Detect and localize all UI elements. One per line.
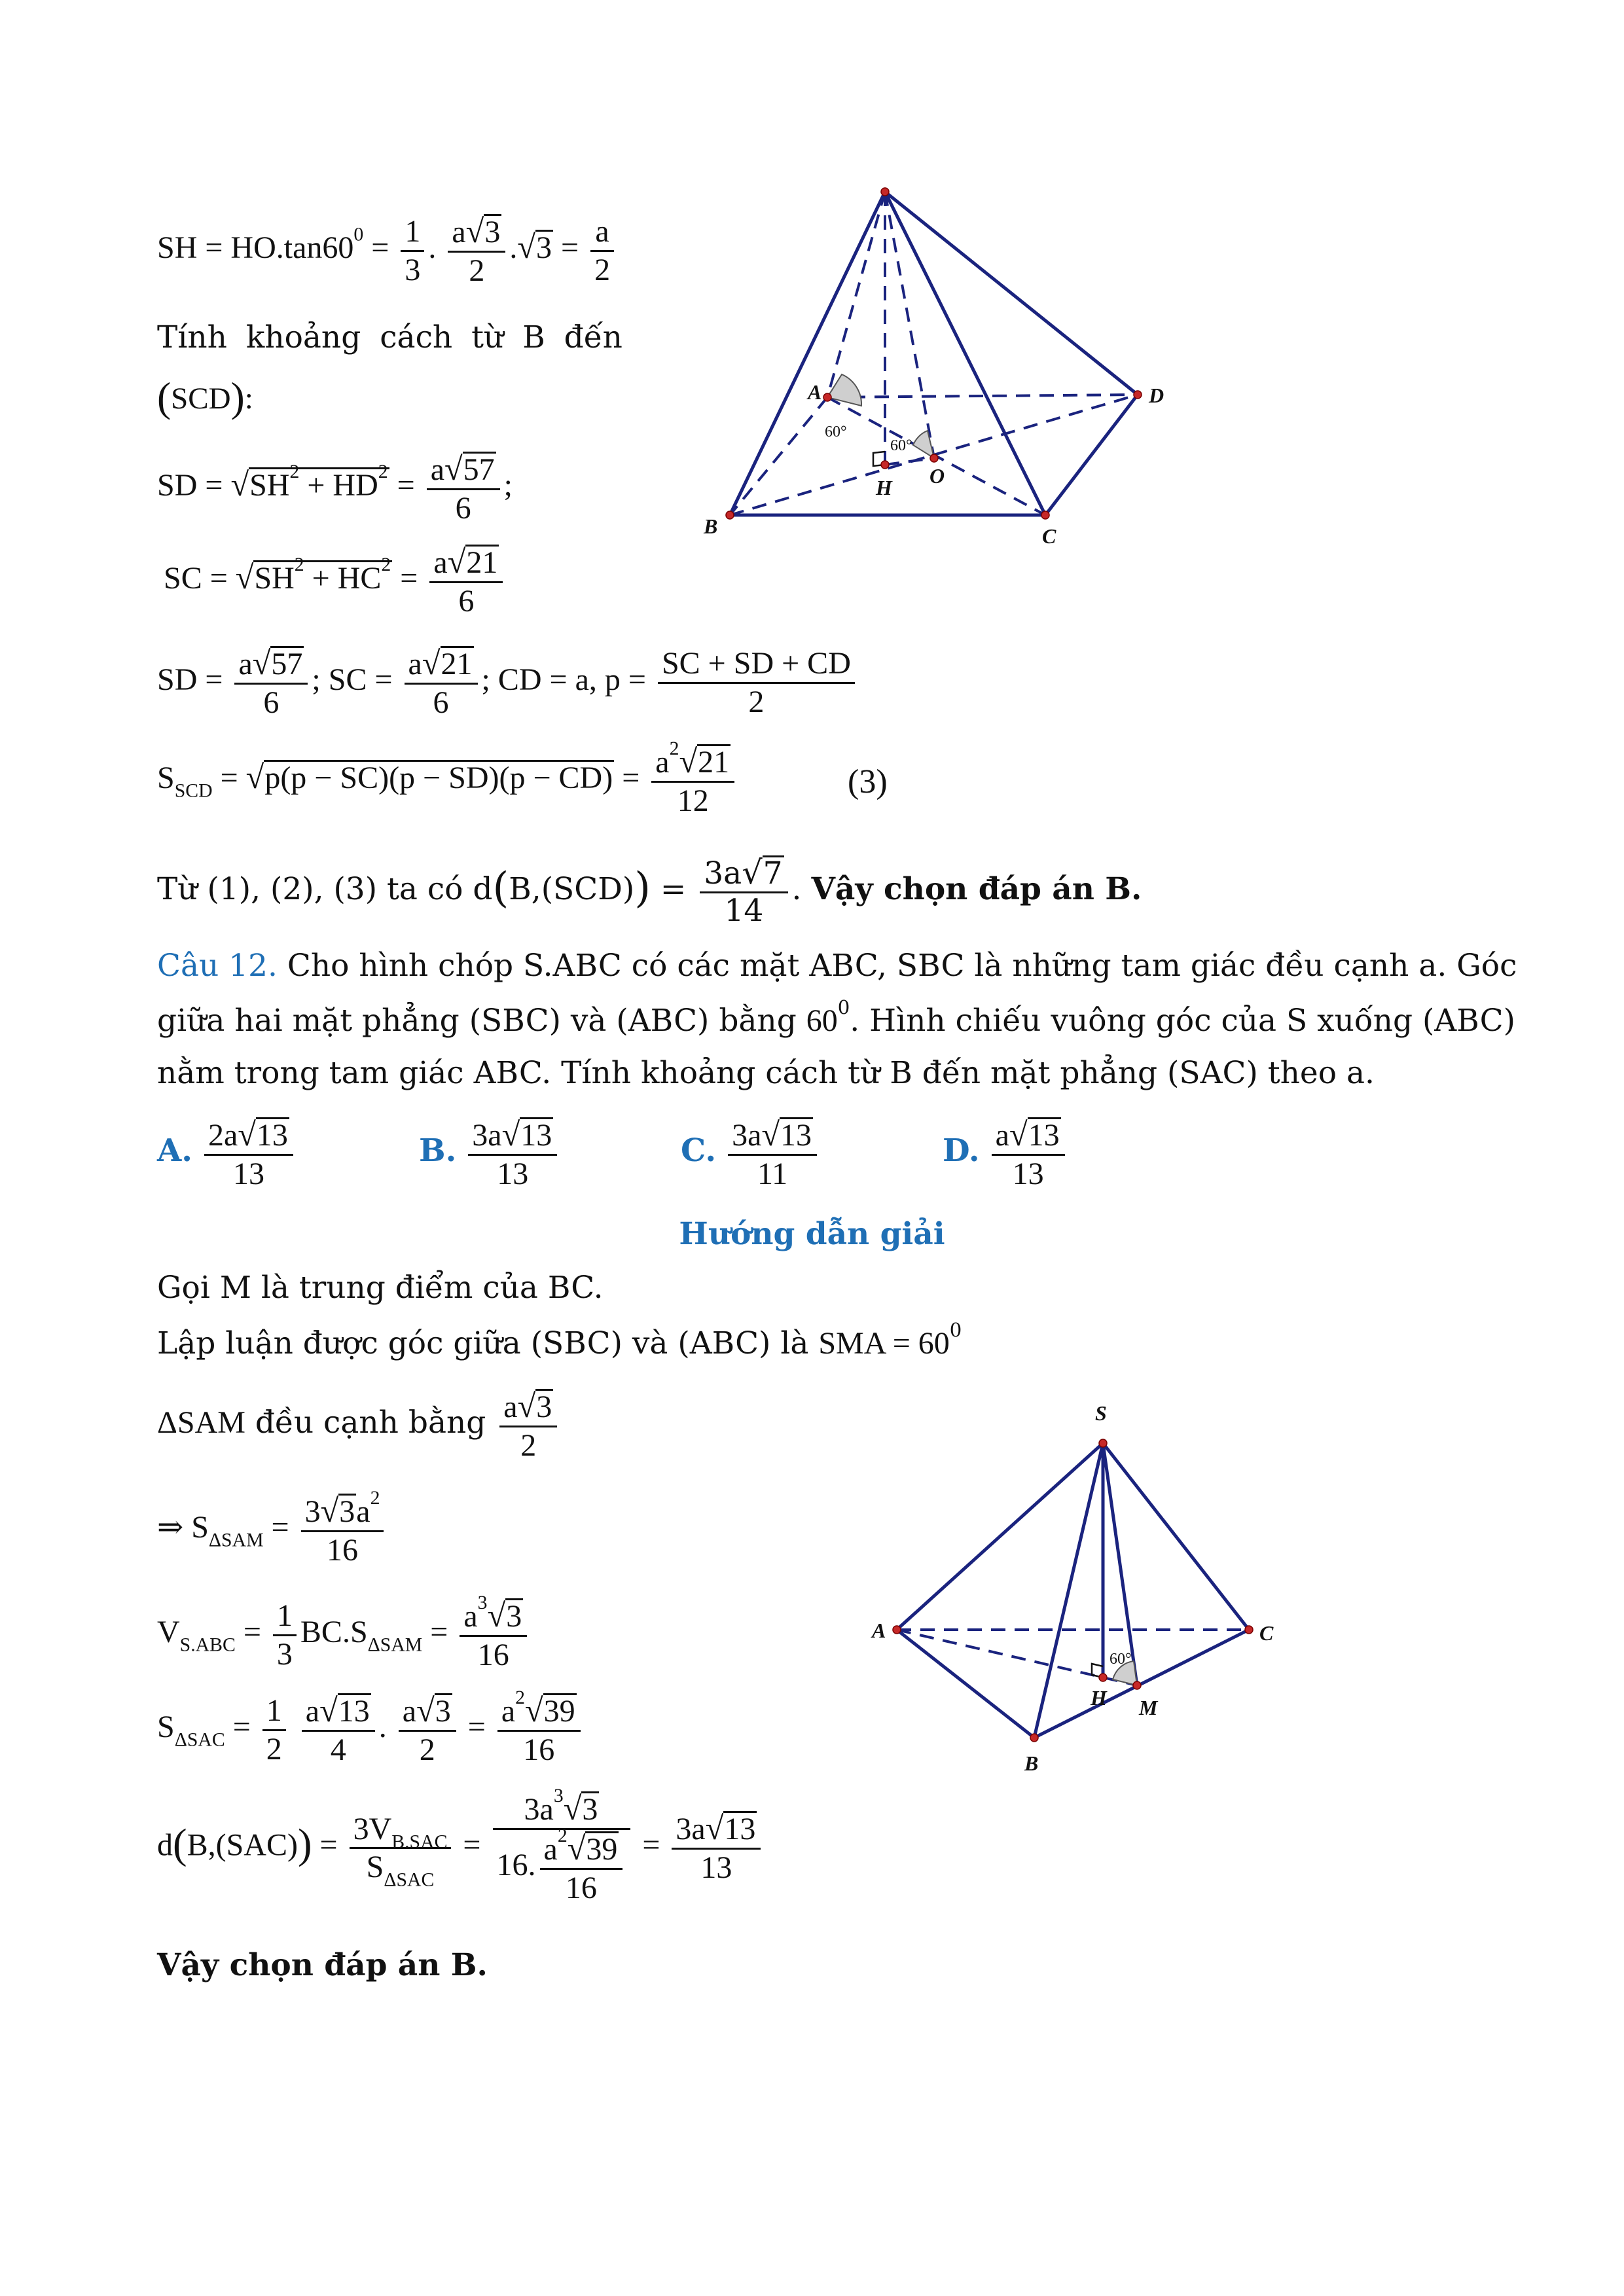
equation-area-sam: ⇒ $S_{\Delta SAM}$ = $\frac{3√3a^2}{16}$ — [157, 1492, 388, 1568]
solution-final: Vậy chọn đáp án B. — [157, 1947, 488, 1983]
equation-sc: SC = $√SH^2 + HC^2$ = $\frac{a√21}{6}$ — [164, 543, 507, 619]
equation-sd: SD = $√SH^2 + HD^2$ = $\frac{a√57}{6}$ ; — [157, 450, 513, 526]
label-s: S — [1095, 1401, 1107, 1425]
edge-bc — [1034, 1630, 1249, 1738]
label-c: C — [1042, 524, 1056, 548]
pyramid-figure-sabc — [851, 1388, 1303, 1780]
label-c: C — [1259, 1621, 1274, 1645]
label-b: B — [704, 514, 718, 538]
label-h: H — [876, 476, 892, 499]
conclusion-top: Từ (1), (2), (3) ta có d(B,(SCD)) = $\frac{3a√7}{14}$ . Vậy chọn đáp án B. — [157, 853, 1142, 929]
edge-so — [885, 192, 934, 458]
equation-sh: SH = $HO.\tan 60^0$ = $\frac{1}{3}$ . $\frac{a√3}{2}$ .√3 = $\frac{a}{2}$ — [157, 213, 618, 289]
label-o: O — [929, 464, 945, 488]
label-b: B — [1024, 1751, 1039, 1775]
equation-tag-3: (3) — [848, 763, 888, 800]
point-b — [726, 511, 734, 519]
solution-goi: Gọi M là trung điểm của BC. — [157, 1270, 604, 1306]
equation-sd-sc-cd-p: SD = $\frac{a√57}{6}$ ; SC = $\frac{a√21}{6}$ ; CD = a, p = $\frac{SC + SD + CD}{2}$ — [157, 645, 859, 721]
option-c[interactable]: C. $\frac{3a√13}{11}$ — [681, 1116, 821, 1192]
equation-area-scd: $S_{SCD} = √p(p - SC)(p - SD)(p - CD)$ = $\frac{a^2√21}{12}$ — [157, 743, 738, 819]
solution-lap-luan: Lập luận được góc giữa (SBC) và (ABC) là SMA = $60^0$ — [157, 1318, 962, 1361]
label-a: A — [808, 380, 822, 404]
point-m — [1133, 1681, 1141, 1689]
text-scd-plane: (SCD): — [157, 374, 253, 420]
label-h: H — [1091, 1686, 1107, 1710]
point-h — [1099, 1674, 1107, 1681]
edge-sd — [885, 192, 1138, 395]
edge-sb — [730, 192, 885, 515]
angle-label-m: 60° — [1110, 1651, 1132, 1668]
edge-ab — [897, 1630, 1034, 1738]
option-d[interactable]: D. $\frac{a√13}{13}$ — [943, 1116, 1069, 1192]
pyramid-figure-abcd — [694, 177, 1178, 556]
equation-volume: $V_{S.ABC}$ = $\frac{1}{3}$ $BC.S_{\Delta SAM}$ = $\frac{a^3√3}{16}$ — [157, 1597, 531, 1673]
option-b[interactable]: B. $\frac{3a√13}{13}$ — [419, 1116, 561, 1192]
point-s — [1099, 1439, 1107, 1447]
point-c — [1041, 511, 1049, 519]
angle-label-a: 60° — [825, 423, 847, 440]
edge-cd — [1045, 395, 1138, 515]
label-m: M — [1139, 1696, 1158, 1719]
equation-area-sac: $S_{\Delta SAC}$ = $\frac{1}{2}$ $\frac{a√13}{4}$ . $\frac{a√3}{2}$ = $\frac{a^2√39}{16}$ — [157, 1692, 585, 1768]
question-line-1: Câu 12. Cho hình chóp S.ABC có các mặt ABC, SBC là những tam giác đều cạnh a. Góc — [157, 948, 1517, 984]
point-c — [1245, 1626, 1253, 1634]
label-a: A — [872, 1619, 886, 1642]
point-h — [881, 461, 889, 469]
question-line-2: giữa hai mặt phẳng (SBC) và (ABC) bằng $60^0$. Hình chiếu vuông góc của S xuống (ABC) — [157, 996, 1515, 1039]
point-s — [881, 188, 889, 196]
edge-sc — [885, 192, 1045, 515]
point-o — [930, 454, 938, 462]
question-line-3: nằm trong tam giác ABC. Tính khoảng cách từ B đến mặt phẳng (SAC) theo a. — [157, 1055, 1375, 1091]
equation-sam-equilateral: ΔSAM đều cạnh bằng $\frac{a√3}{2}$ — [157, 1388, 561, 1463]
edge-sa — [897, 1443, 1103, 1630]
point-a — [823, 393, 831, 401]
edge-ad — [827, 395, 1138, 397]
edge-ho — [885, 458, 934, 465]
label-d: D — [1149, 384, 1164, 407]
point-b — [1030, 1734, 1038, 1742]
option-a[interactable]: A. $\frac{2a√13}{13}$ — [157, 1116, 297, 1192]
angle-label-o: 60° — [890, 437, 912, 454]
point-a — [893, 1626, 901, 1634]
text-tinh-khoang-cach: Tính khoảng cách từ B đến — [157, 319, 623, 355]
solution-heading: Hướng dẫn giải — [679, 1216, 945, 1252]
point-d — [1134, 391, 1142, 399]
equation-distance: d(B,(SAC)) = $\frac{3V_{B.SAC}}{S_{\Delta SAC}}$ = $3a^3√3$ 16. $\frac{a^2√39}{16}$ = $\frac{3a√13}{13}$ — [157, 1790, 765, 1906]
